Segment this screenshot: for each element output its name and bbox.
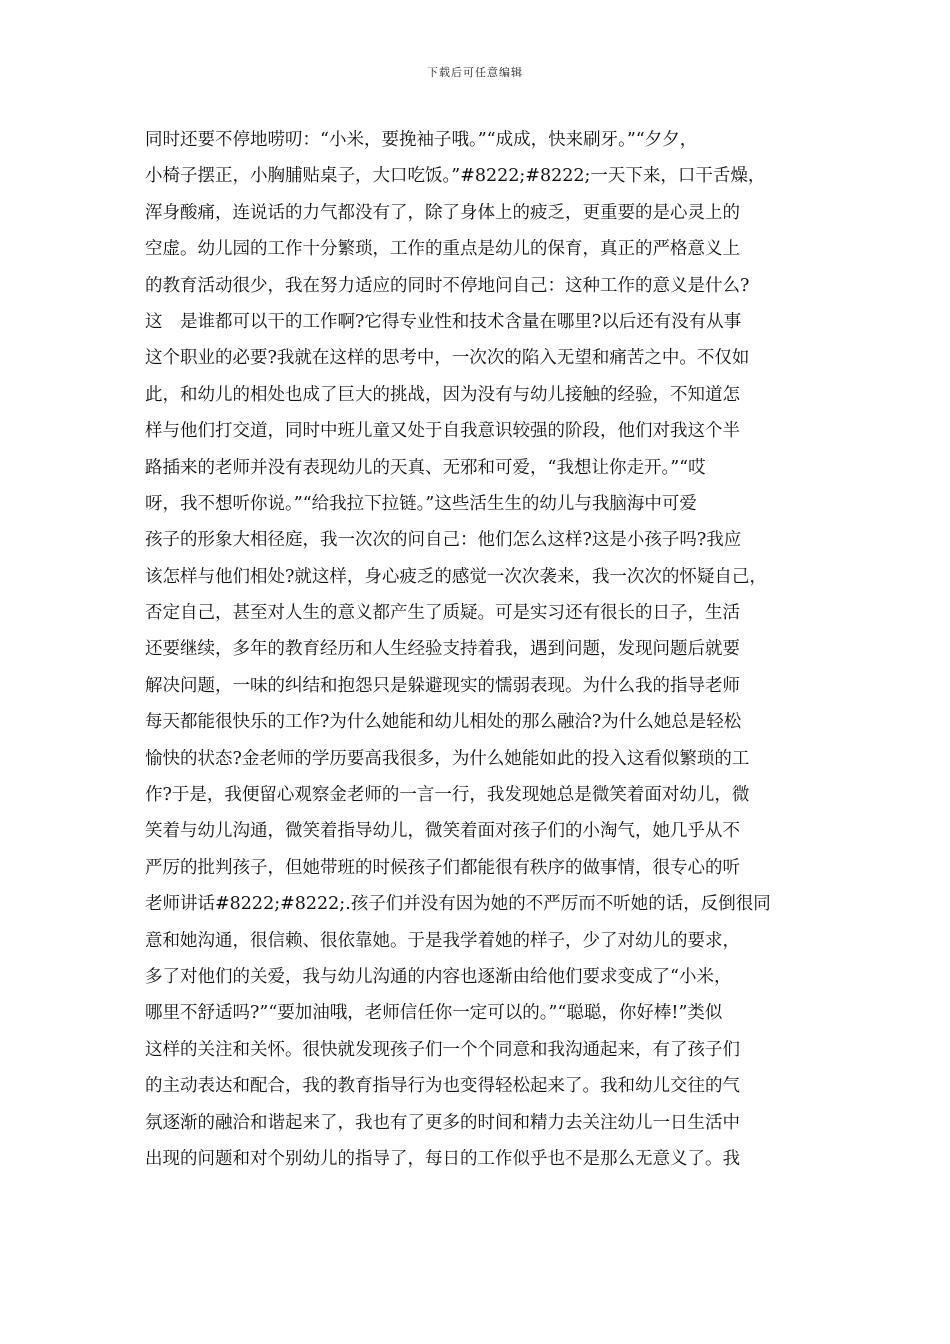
body-paragraph <box>145 122 810 1177</box>
text-line: 这个职业的必要?我就在这样的思考中，一次次的陷入无望和痛苦之中。不仅如 <box>145 348 750 369</box>
text-line: 愉快的状态?金老师的学历要高我很多，为什么她能如此的投入这看似繁琐的工 <box>145 748 750 769</box>
text-line: 严厉的批判孩子，但她带班的时候孩子们都能很有秩序的做事情，很专心的听 <box>145 857 740 878</box>
text-line: 的教育活动很少，我在努力适应的同时不停地问自己：这种工作的意义是什么? <box>145 275 750 296</box>
text-line: 笑着与幼儿沟通，微笑着指导幼儿，微笑着面对孩子们的小淘气，她几乎从不 <box>145 821 740 842</box>
text-line: 这样的关注和关怀。很快就发现孩子们一个个同意和我沟通起来，有了孩子们 <box>145 1039 740 1060</box>
text-line: 该怎样与他们相处?就这样，身心疲乏的感觉一次次袭来，我一次次的怀疑自己， <box>145 566 767 587</box>
text-line: 这 是谁都可以干的工作啊?它得专业性和技术含量在哪里?以后还有没有从事 <box>145 311 742 332</box>
text-line: 路插来的老师并没有表现幼儿的天真、无邪和可爱，“我想让你走开。”“哎 <box>145 457 706 478</box>
text-line: 氛逐渐的融洽和谐起来了，我也有了更多的时间和精力去关注幼儿一日生活中 <box>145 1112 740 1133</box>
text-line: 空虚。幼儿园的工作十分繁琐，工作的重点是幼儿的保育，真正的严格意义上 <box>145 239 740 260</box>
text-line: 解决问题，一味的纠结和抱怨只是躲避现实的懦弱表现。为什么我的指导老师 <box>145 675 740 696</box>
text-line: 还要继续，多年的教育经历和人生经验支持着我，遇到问题，发现问题后就要 <box>145 639 740 660</box>
text-line: 多了对他们的关爱，我与幼儿沟通的内容也逐渐由给他们要求变成了“小米， <box>145 966 732 987</box>
text-line: 的主动表达和配合，我的教育指导行为也变得轻松起来了。我和幼儿交往的气 <box>145 1076 740 1097</box>
text-line: 每天都能很快乐的工作?为什么她能和幼儿相处的那么融洽?为什么她总是轻松 <box>145 712 742 733</box>
text-line: 此，和幼儿的相处也成了巨大的挑战，因为没有与幼儿接触的经验，不知道怎 <box>145 384 740 405</box>
text-line: 哪里不舒适吗?”“要加油哦，老师信任你一定可以的。”“聪聪，你好棒!”类似 <box>145 1003 723 1024</box>
text-line: 作?于是，我便留心观察金老师的一言一行，我发现她总是微笑着面对幼儿，微 <box>145 785 750 806</box>
text-line: 小椅子摆正，小胸脯贴桌子，大口吃饭。”#8222;#8222;一天下来，口干舌燥， <box>145 166 766 187</box>
text-line: 意和她沟通，很信赖、很依靠她。于是我学着她的样子，少了对幼儿的要求， <box>145 930 740 951</box>
text-line: 孩子的形象大相径庭，我一次次的问自己：他们怎么这样?这是小孩子吗?我应 <box>145 530 742 551</box>
text-line: 老师讲话#8222;#8222;.孩子们并没有因为她的不严厉而不听她的话，反倒很同 <box>145 894 771 915</box>
text-line: 浑身酸痛，连说话的力气都没有了，除了身体上的疲乏，更重要的是心灵上的 <box>145 202 740 223</box>
page-header: 下载后可任意编辑 <box>427 66 523 79</box>
text-line: 呀，我不想听你说。”“给我拉下拉链。”这些活生生的幼儿与我脑海中可爱 <box>145 493 697 514</box>
text-line: 出现的问题和对个别幼儿的指导了，每日的工作似乎也不是那么无意义了。我 <box>145 1148 740 1169</box>
text-line: 否定自己，甚至对人生的意义都产生了质疑。可是实习还有很长的日子，生活 <box>145 603 740 624</box>
text-line: 同时还要不停地唠叨：“小米，要挽袖子哦。”“成成，快来刷牙。”“夕夕， <box>145 130 698 150</box>
text-line: 样与他们打交道，同时中班儿童又处于自我意识较强的阶段，他们对我这个半 <box>145 421 740 442</box>
